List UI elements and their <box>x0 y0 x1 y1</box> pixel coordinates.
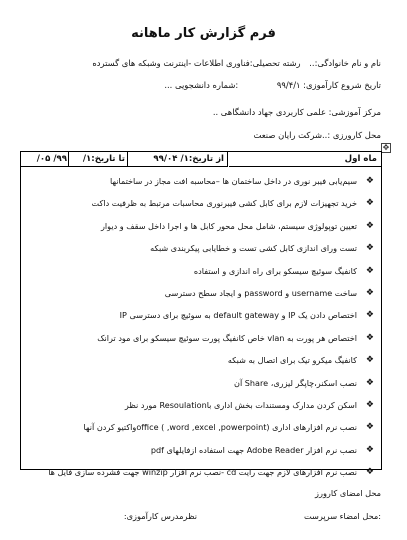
table-move-handle-icon[interactable]: ✥ <box>382 143 390 152</box>
list-item <box>21 215 381 237</box>
instructor-opinion-label: نظرمدرس کارآموزی: <box>123 511 197 521</box>
from-date-header: از تاریخ:۱/ ۹۹/۰۴ <box>127 152 228 167</box>
list-item <box>21 260 381 282</box>
info-row-center <box>207 107 381 117</box>
task-text: اختصاص هر پورت به vlan خاص کانفیگ پورت سوئیچ سیسکو برای مود ترانک <box>97 332 357 343</box>
task-text: نصب نرم افزار Adobe Reader جهت استفاده ازفایلهای pdf <box>150 444 357 455</box>
info-row-name-field <box>86 58 381 68</box>
list-item <box>21 349 381 371</box>
list-item <box>21 304 381 326</box>
student-number-label: :شماره دانشجویی ... <box>164 80 239 90</box>
task-text: نصب نرم افزارهای اداری office ( ,word ,excel ,powerpoint)واکتیو کردن آنها <box>83 422 357 433</box>
diamond-bullet-icon: ❖ <box>365 176 374 186</box>
list-item <box>21 237 381 259</box>
task-text: تست ورای اندازی کابل کشی تست و خطایابی پیکربندی شبکه <box>150 243 357 254</box>
task-text: اسکن کردن مدارک ومستندات بخش اداری باResoulation مورد نظر <box>124 399 357 410</box>
list-item <box>21 416 381 438</box>
workplace-label: محل کارورزی :..شرکت رایان صنعت <box>253 130 381 140</box>
task-text: کانفیگ سوئیچ سیسکو برای راه اندازی و استفاده <box>193 265 357 276</box>
list-item <box>21 327 381 349</box>
list-item <box>21 192 381 214</box>
diamond-bullet-icon: ❖ <box>365 399 374 410</box>
list-item <box>21 170 381 192</box>
name-label: نام و نام خانوادگی:.. <box>309 58 381 68</box>
list-item <box>21 372 381 394</box>
task-text: ساخت username و password و ایجاد سطح دسترسی <box>164 287 357 298</box>
list-item <box>21 439 381 461</box>
supervisor-signature-label: :محل امضاء سرپرست <box>303 511 381 521</box>
list-item <box>21 282 381 304</box>
diamond-bullet-icon: ❖ <box>365 377 374 388</box>
month-header: ماه اول <box>229 152 381 167</box>
list-item <box>21 394 381 416</box>
diamond-bullet-icon: ❖ <box>365 243 374 254</box>
diamond-bullet-icon: ❖ <box>365 198 374 209</box>
task-text: سیم‌یابی فیبر نوری در داخل ساختمان ها –محاسبه افت مجاز در ساختمانها <box>110 176 357 186</box>
task-text: نصب اسکنر،چاپگر لیزری، Share آن <box>234 377 357 388</box>
task-text: نصب نرم افزارهای لازم جهت رایت cd -نصب نرم افزار winzip جهت فشرده سازی فایل ها <box>48 467 357 478</box>
field-label: رشته تحصیلی:فناوری اطلاعات -اینترنت وشبکه های گسترده <box>92 58 301 68</box>
report-table <box>20 151 382 478</box>
diamond-bullet-icon: ❖ <box>365 444 374 455</box>
task-text: کانفیگ میکرو تیک برای اتصال به شبکه <box>227 355 357 366</box>
diamond-bullet-icon: ❖ <box>365 467 374 478</box>
diamond-bullet-icon: ❖ <box>365 355 374 366</box>
diamond-bullet-icon: ❖ <box>365 220 374 231</box>
info-row-start-date <box>158 80 381 90</box>
task-text: خرید تجهیزات لازم برای کابل کشی فیبرنوری محاسبات مرتبط به ظرفیت داکت <box>91 198 357 209</box>
diamond-bullet-icon: ❖ <box>365 332 374 343</box>
to-date-header: تا تاریخ:۱/ <box>68 152 128 167</box>
task-list <box>21 170 381 483</box>
diamond-bullet-icon: ❖ <box>365 287 374 298</box>
diamond-bullet-icon: ❖ <box>365 310 374 321</box>
diamond-bullet-icon: ❖ <box>365 265 374 276</box>
info-row-workplace <box>248 130 381 140</box>
diamond-bullet-icon: ❖ <box>365 422 374 433</box>
center-label: مرکز آموزشی: علمی کاربردی جهاد دانشگاهی .. <box>212 107 381 117</box>
task-text: تعیین توپولوژی سیستم، شامل محل محور کابل ها و اجرا داخل سقف و دیوار <box>100 220 357 231</box>
list-item <box>21 461 381 483</box>
start-date-label: تاریخ شروع کارآموزی: ۹۹/۴/۱ <box>276 80 381 90</box>
trainee-signature-label: محل امضای کارورز <box>315 488 381 498</box>
page-title: فرم گزارش کار ماهانه <box>131 26 276 41</box>
to-date-value: ۹۹/ ۰۵/ <box>21 152 70 167</box>
task-text: اختصاص دادن یک IP و default gateway به سوئیچ برای دسترسی IP <box>119 310 357 321</box>
